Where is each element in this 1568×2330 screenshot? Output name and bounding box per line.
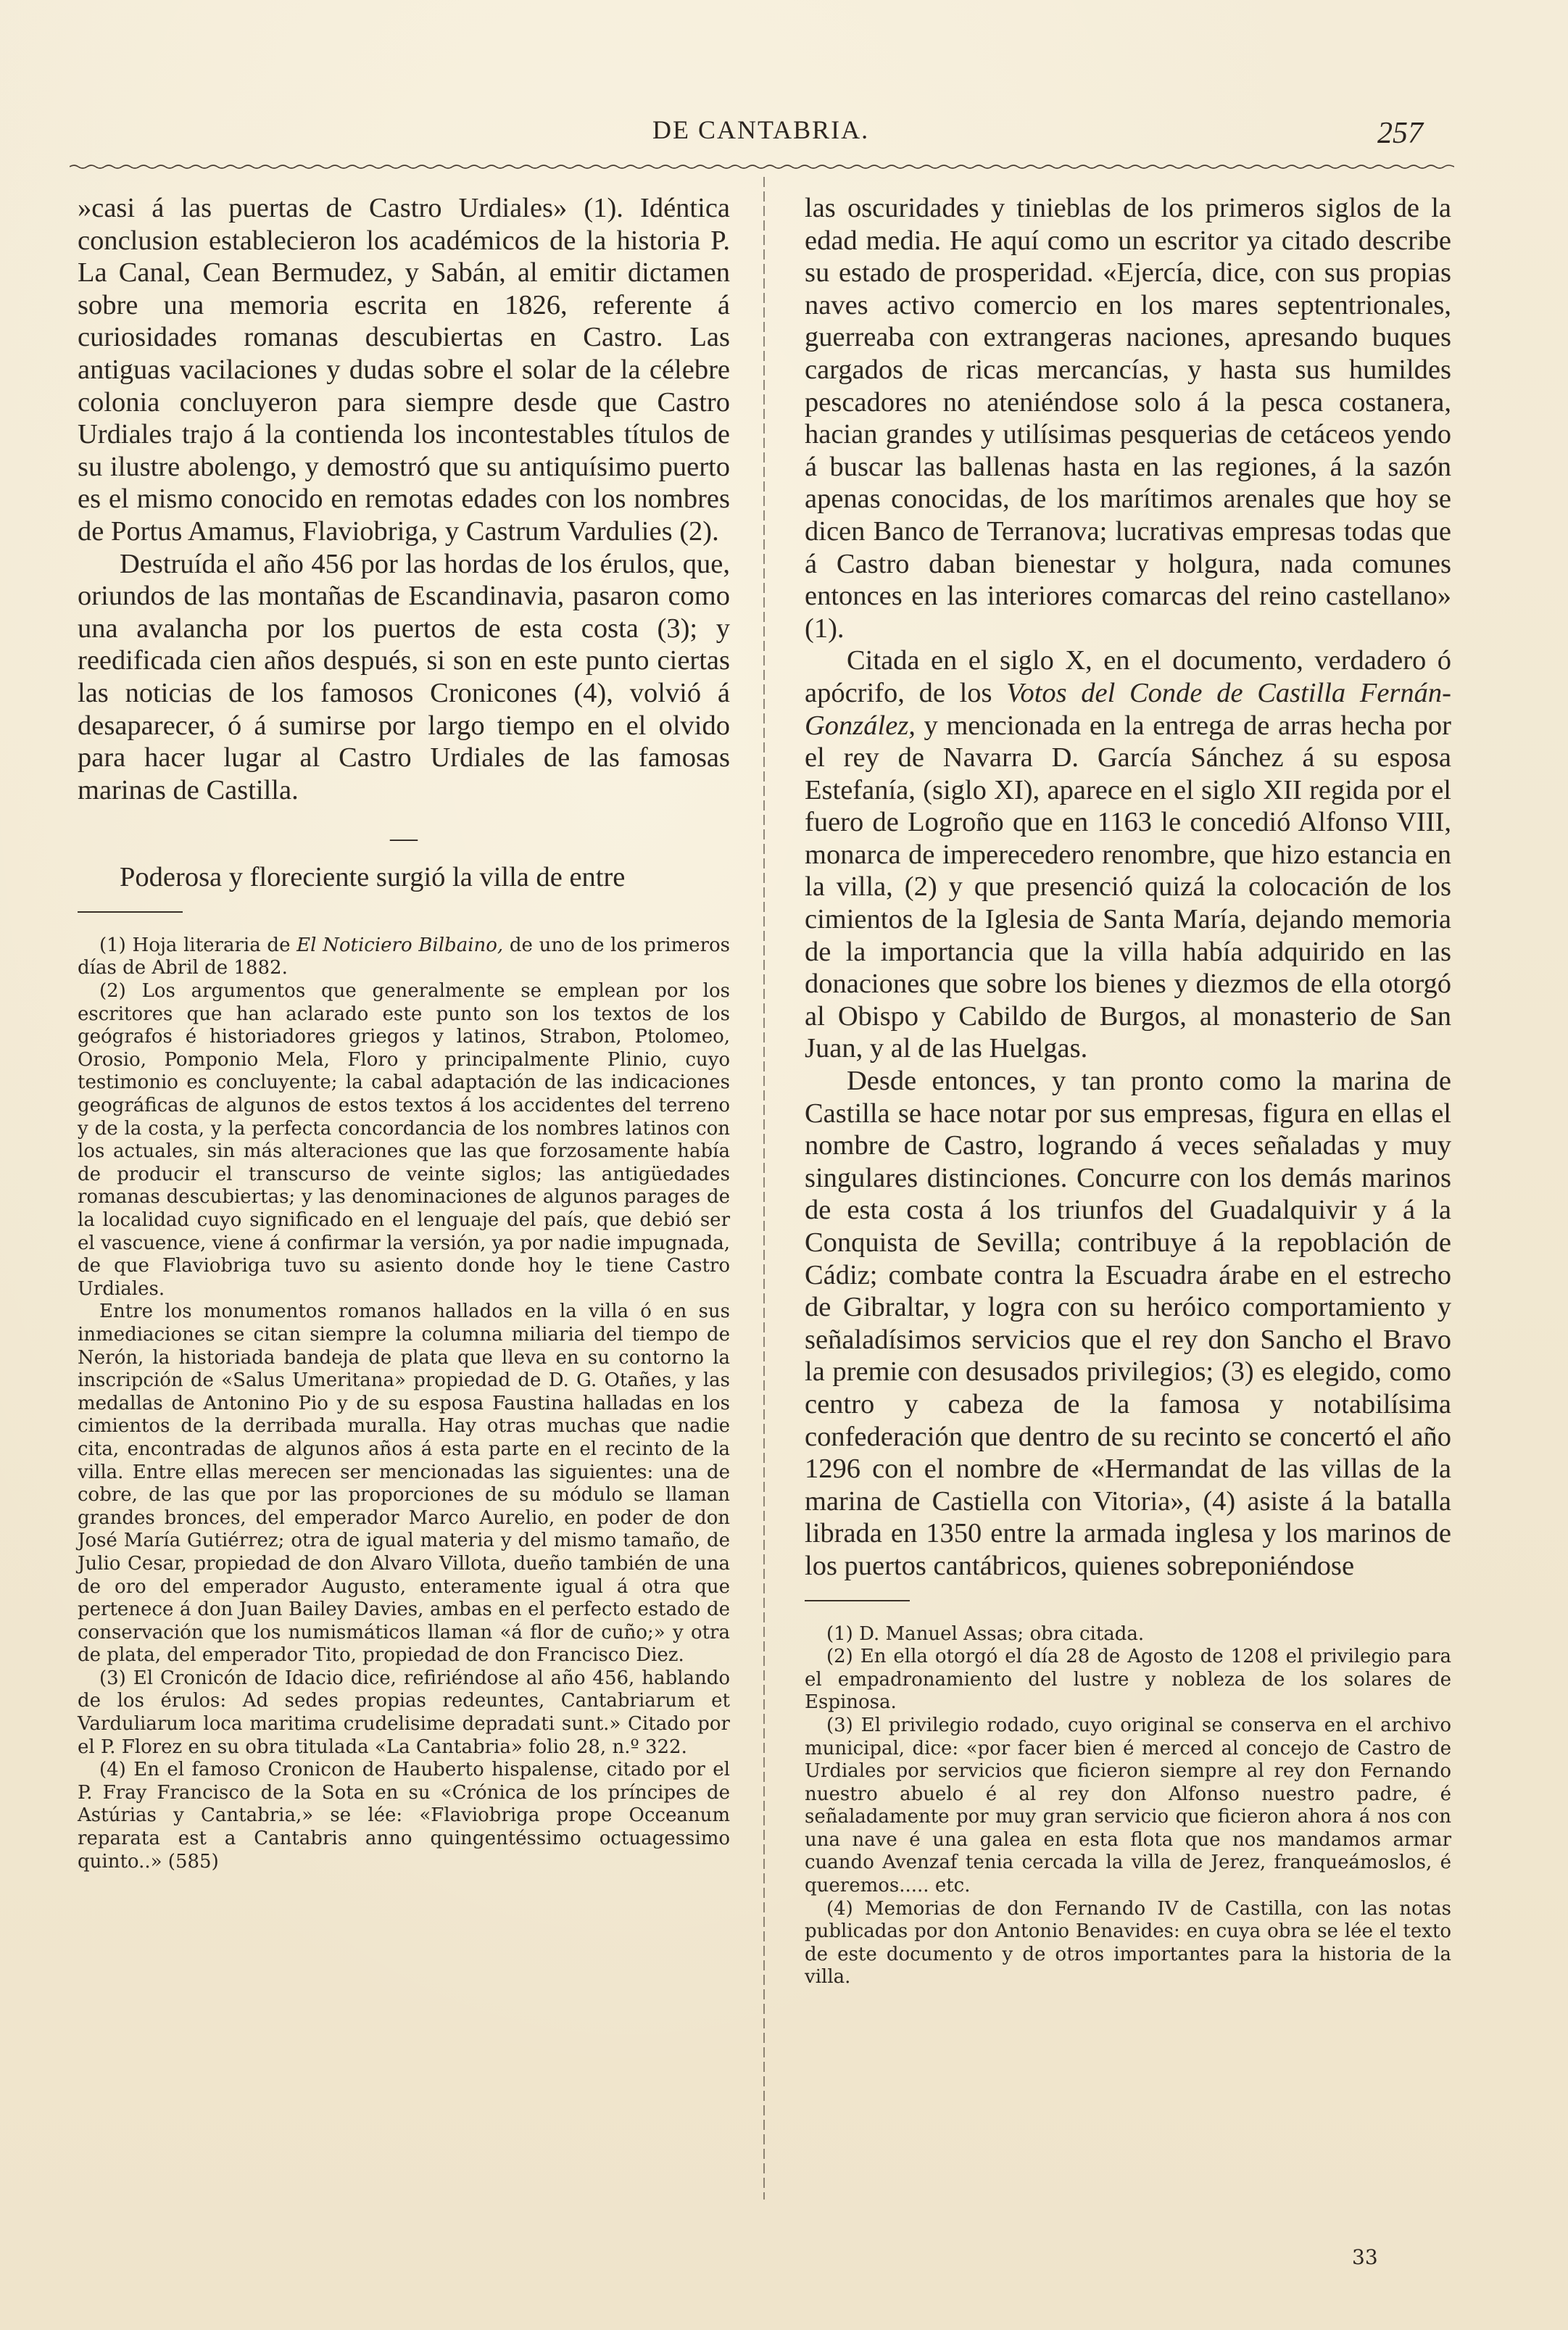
paragraph: Poderosa y floreciente surgió la villa de entre xyxy=(120,862,626,893)
left-body-text xyxy=(78,192,730,894)
document-title: Votos del Conde de Castilla Fernán-González, xyxy=(805,677,1451,741)
footnote-rule xyxy=(78,911,183,913)
left-footnotes xyxy=(78,934,730,1873)
footnote: (1) D. Manuel Assas; obra citada. xyxy=(826,1622,1145,1645)
paragraph: Destruída el año 456 por las hordas de los érulos, que, oriundos de las montañas de Escandinavia, pasaron como una avalancha por los puertos de esta costa (3); y reedificada cien años después, si son en este punto ciertas las noticias de los famosos Cronicones (4), volvió á desaparecer, ó á sumirse por largo tiempo en el olvido para hacer lugar al Castro Urdiales de las famosas marinas de Castilla. xyxy=(78,548,730,805)
footnote: (3) El Cronicón de Idacio dice, refiriéndose al año 456, hablando de los érulos: Ad sedes propias redeuntes, Cantabriarum et Varduliarum loca maritima crudelisime depradati sunt.» Citado por el P. Florez en su obra titulada «La Cantabria» folio 28, n.º 322. xyxy=(78,1667,730,1758)
running-title: DE CANTABRIA. xyxy=(652,115,870,144)
signature-mark: 33 xyxy=(1352,2245,1378,2269)
footnote: (4) En el famoso Cronicon de Hauberto hispalense, citado por el P. Fray Francisco de la Sota en su «Crónica de los príncipes de Astúrias y Cantabria,» se lée: «Flaviobriga prope Occeanum reparata est a Cantabris anno quingentéssimo octuagessimo quinto..» (585) xyxy=(78,1759,730,1873)
paragraph: »casi á las puertas de Castro Urdiales» (1). Idéntica conclusion establecieron los académicos de la historia P. La Canal, Cean Bermudez, y Sabán, al emitir dictamen sobre una memoria escrita en 1826, referente á curiosidades romanas descubiertas en Castro. Las antiguas vacilaciones y dudas sobre el solar de la célebre colonia concluyeron para siempre desde que Castro Urdiales trajo á la contienda los incontestables títulos de su ilustre abolengo, y demostró que su antiquísimo puerto es el mismo conocido en remotas edades con los nombres de Portus Amamus, Flaviobriga, y Castrum Vardulies (2). xyxy=(78,193,730,547)
paragraph-text: Citada en el siglo X, en el documento, verdadero ó apócrifo, de los xyxy=(805,645,1451,708)
column-divider xyxy=(763,177,765,2200)
footnote: (2) Los argumentos que generalmente se emplean por los escritores que han aclarado este punto son los textos de los geógrafos é historiadores griegos y latinos, Strabon, Ptolomeo, Orosio, Pomponio Mela, Floro y principalmente Plinio, cuyo testimonio es concluyente; la cabal adaptación de las indicaciones geográficas de algunos de estos textos á los accidentes del terreno y de la costa, y la perfecta concordancia de los nombres latinos con los actuales, sin más alteraciones que las que forzosamente había de producir el transcurso de veinte siglos; las antigüedades romanas descubiertas; y las denominaciones de algunos parages de la localidad cuyo significado en el lenguaje del país, que debió ser el vascuence, viene á confirmar la versión, ya por nadie impugnada, de que Flaviobriga tuvo su asiento donde hoy le tiene Castro Urdiales. xyxy=(78,980,730,1300)
footnote xyxy=(78,934,730,980)
newspaper-title: El Noticiero Bilbaino, xyxy=(296,934,504,956)
footnote-text: (1) Hoja literaria de xyxy=(99,934,297,956)
footnote: (2) En ella otorgó el día 28 de Agosto de 1208 el privilegio para el empadronamiento del lustre y nobleza de los solares de Espinosa. xyxy=(805,1646,1451,1714)
page-header xyxy=(0,115,1568,151)
left-column xyxy=(78,192,730,1873)
section-separator: — xyxy=(390,823,418,854)
footnote: Entre los monumentos romanos hallados en la villa ó en sus inmediaciones se citan siempre la columna miliaria del tiempo de Nerón, la historiada bandeja de plata que lleva en su contorno la inscripción de «Salus Umeritana» propiedad de D. G. Otañes, y las medallas de Antonino Pio y de su esposa Faustina halladas en los cimientos de la derribada muralla. Hay otras muchas que nadie cita, encontradas de algunos años á esta parte en el recinto de la villa. Entre ellas merecen ser mencionadas las siguientes: una de cobre, de las que por las proporciones de su módulo se llaman grandes bronces, del emperador Marco Aurelio, en poder de don José María Gutiérrez; otra de igual materia y del mismo tamaño, de Julio Cesar, propiedad de don Alvaro Villota, dueño también de una de oro del emperador Augusto, enteramente igual á otra que pertenece á don Juan Bailey Davies, ambas en el perfecto estado de conservación que los numismáticos llaman «á flor de cuño;» y otra de plata, del emperador Tito, propiedad de don Francisco Diez. xyxy=(78,1301,730,1667)
right-body-text xyxy=(805,192,1451,1583)
right-column xyxy=(805,192,1451,1989)
header-ornamental-rule xyxy=(70,164,1454,170)
paragraph-text: y mencionada en la entrega de arras hecha por el rey de Navarra D. García Sánchez á su esposa Estefanía, (siglo XI), aparece en el siglo XII regida por el fuero de Logroño que en 1163 le concedió Alfonso VIII, monarca de imperecedero renombre, que hizo estancia en la villa, (2) y que presenció quizá la colocación de los cimientos de la Iglesia de Santa María, dejando memoria de la importancia que la villa había adquirido en las donaciones que sobre los bienes y diezmos de ella otorgó al Obispo y Cabildo de Burgos, al monasterio de San Juan, y al de las Huelgas. xyxy=(805,710,1451,1064)
paragraph xyxy=(805,644,1451,1065)
page-number: 257 xyxy=(1377,117,1423,150)
footnote-text: de uno de los primeros días de Abril de 1882. xyxy=(78,934,730,979)
footnote-rule xyxy=(805,1600,910,1601)
right-footnotes xyxy=(805,1623,1451,1990)
footnote: (3) El privilegio rodado, cuyo original se conserva en el archivo municipal, dice: «por facer bien é merced al concejo de Castro de Urdiales por servicios que ficieron siempre al rey don Fernando nuestro abuelo é al rey don Alfonso nuestro padre, é señaladamente por muy gran servicio que ficieron ahora á nos con una nave é una galea en esta flota que nos mandamos armar cuando Avenzaf tenia cercada la villa de Jerez, franqueámoslos, é queremos..... etc. xyxy=(805,1714,1451,1897)
paragraph: las oscuridades y tinieblas de los primeros siglos de la edad media. He aquí como un escritor ya citado describe su estado de prosperidad. «Ejercía, dice, con sus propias naves activo comercio en los mares septentrionales, guerreaba con extrangeras naciones, apresando buques cargados de ricas mercancías, y hasta sus humildes pescadores no ateniéndose solo á la pesca costanera, hacian grandes y utilísimas pesquerias de cetáceos yendo á buscar las ballenas hasta en las regiones, á la sazón apenas conocidas, de los marítimos arenales que hoy se dicen Banco de Terranova; lucrativas empresas todas que á Castro daban bienestar y holgura, nada comunes entonces en las interiores comarcas del reino castellano» (1). xyxy=(805,193,1451,644)
paragraph: Desde entonces, y tan pronto como la marina de Castilla se hace notar por sus empresas, figura en ellas el nombre de Castro, logrando á veces señaladas y muy singulares distinciones. Concurre con los demás marinos de esta costa á los triunfos del Guadalquivir y á la Conquista de Sevilla; contribuye á la repoblación de Cádiz; combate contra la Escuadra árabe en el estrecho de Gibraltar, y logra con su heróico comportamiento y señaladísimos servicios que el rey don Sancho el Bravo la premie con desusados privilegios; (3) es elegido, como centro y cabeza de la famosa y notabilísima confederación que dentro de su recinto se concertó el año 1296 con el nombre de «Hermandat de las villas de la marina de Castiella con Vitoria», (4) asiste á la batalla librada en 1350 entre la armada inglesa y los marinos de los puertos cantábricos, quienes sobreponiéndose xyxy=(805,1066,1451,1581)
footnote: (4) Memorias de don Fernando IV de Castilla, con las notas publicadas por don Antonio Benavides: en cuya obra se lée el texto de este documento y de otros importantes para la historia de la villa. xyxy=(805,1897,1451,1989)
